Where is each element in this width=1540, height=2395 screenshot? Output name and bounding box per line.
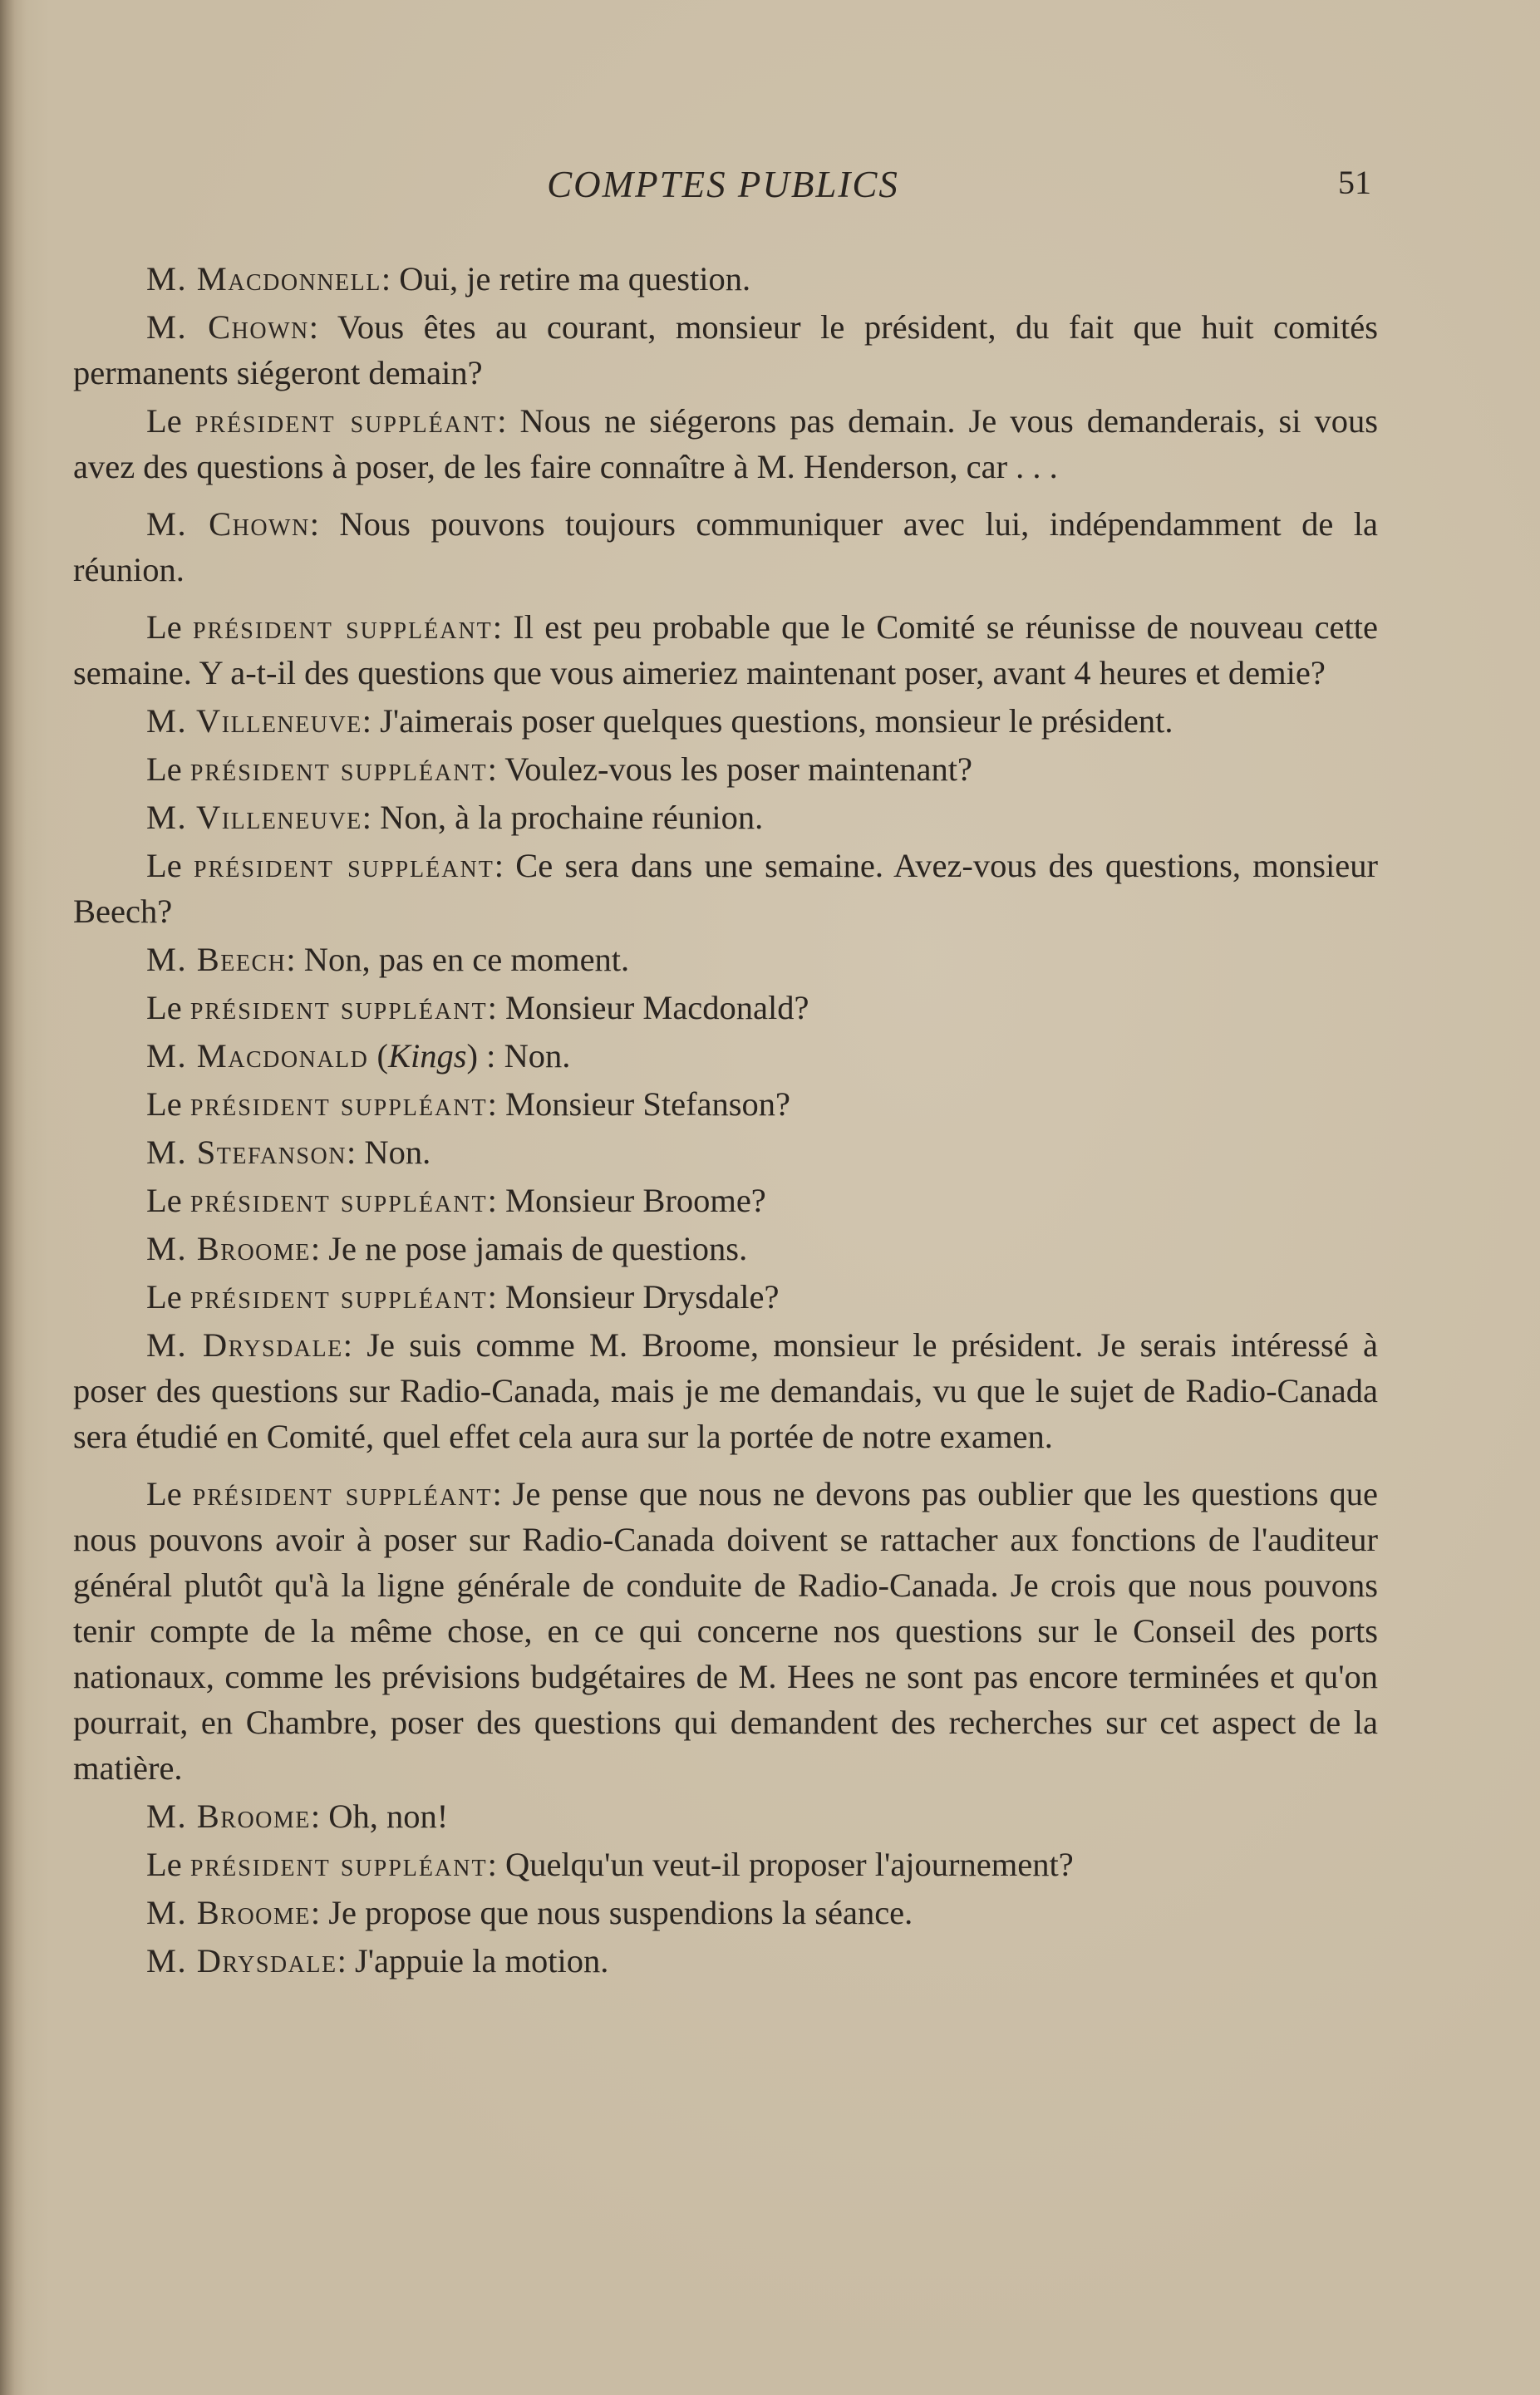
speaker-separator: : [362,799,381,836]
dialogue-paragraph [73,1226,1378,1271]
dialogue-paragraph [73,698,1378,744]
dialogue-text: Je suis comme M. Broome, monsieur le président. Je serais intéressé à poser des questions sur Radio-Canada, mais je me demandais, vu que le sujet de Radio-Canada sera étudié en Comité, quel effet cela aura sur la portée de notre examen. [73,1326,1378,1455]
dialogue-text: Monsieur Macdonald? [504,989,809,1026]
speaker-name [146,799,362,836]
speaker-name [146,505,310,543]
dialogue-text: Non, pas en ce moment. [303,941,630,978]
speaker-separator: : [342,1326,367,1364]
speaker-separator: : [487,989,505,1026]
speaker-prefix: Le [146,750,190,788]
dialogue-paragraph [73,1081,1378,1127]
speaker-prefix: Le [146,1846,190,1883]
speaker-name [146,847,494,884]
speaker-separator: : [310,1894,329,1931]
speaker-prefix: Le [146,847,194,884]
dialogue-paragraph: M. Macdonald (Kings) : Non. [146,1037,571,1075]
speaker-name [146,1085,488,1123]
dialogue-text: J'aimerais poser quelques questions, monsieur le président. [380,702,1173,740]
speaker-title: M. Broome [146,1797,311,1835]
speaker-name [146,1230,311,1267]
speaker-title: président suppléant [192,1475,493,1512]
speaker-name [146,1894,311,1931]
dialogue-paragraph [73,794,1378,840]
speaker-name [146,308,309,346]
speaker-title: président suppléant [189,750,488,788]
speaker-separator: : [487,1846,505,1883]
speaker-prefix: Le [146,608,193,646]
dialogue-text: J'appuie la motion. [354,1942,609,1979]
speaker-name [146,941,286,978]
speaker-title: M. Macdonald [146,1037,369,1075]
speaker-name [146,608,493,646]
dialogue-paragraph [73,256,1378,302]
speaker-name [146,750,488,788]
speaker-name [146,1942,337,1979]
speaker-separator: : [362,702,381,740]
dialogue-text: Oh, non! [328,1797,449,1835]
speaker-name [146,1797,311,1835]
dialogue-text: Je propose que nous suspendions la séance. [328,1894,913,1931]
speaker-separator: : [346,1134,365,1171]
dialogue-paragraph [73,985,1378,1030]
speaker-title: président suppléant [194,402,498,440]
speaker-name [146,1182,488,1219]
dialogue-paragraph [73,1471,1378,1791]
speaker-title: M. Stefanson [146,1134,347,1171]
dialogue-paragraph [73,746,1378,792]
dialogue-paragraph [73,1178,1378,1223]
speaker-separator: : [492,608,514,646]
running-head [75,163,1371,213]
dialogue-text: Nous ne siégerons pas demain. Je vous demanderais, si vous avez des questions à poser, de les faire connaître à M. Henderson, car . . . [73,402,1378,485]
speaker-prefix: Le [146,1278,190,1316]
dialogue-paragraph [73,501,1378,593]
dialogue-paragraph [73,1129,1378,1175]
running-title: COMPTES PUBLICS [547,164,899,205]
dialogue-text: Quelqu'un veut-il proposer l'ajournement? [504,1846,1074,1883]
speaker-prefix: Le [146,1475,193,1512]
speaker-title: président suppléant [192,608,493,646]
speaker-title: président suppléant [189,989,488,1026]
speaker-separator: : [310,1230,329,1267]
speaker-separator: : [487,1278,505,1316]
speaker-name [146,1037,368,1075]
dialogue-text: Je ne pose jamais de questions. [328,1230,748,1267]
speaker-title: président suppléant [189,1278,488,1316]
speaker-title: M. Drysdale [146,1942,337,1979]
speaker-separator: : [487,750,505,788]
speaker-name [146,260,381,298]
speaker-name [146,1134,347,1171]
dialogue-text: Non, à la prochaine réunion. [380,799,764,836]
speaker-title: président suppléant [189,1182,488,1219]
speaker-name [146,1475,492,1512]
dialogue-text: Ce sera dans une semaine. Avez-vous des questions, monsieur Beech? [73,847,1378,930]
dialogue-paragraph [73,1274,1378,1320]
speaker-name [146,402,497,440]
dialogue-text: Monsieur Broome? [504,1182,766,1219]
dialogue-paragraph [73,1842,1378,1887]
speaker-name [146,989,488,1026]
speaker-separator: : [487,1182,505,1219]
dialogue-text: Non. [504,1037,571,1075]
speaker-title: M. Villeneuve [146,702,362,740]
dialogue-paragraph [73,398,1378,489]
speaker-title: M. Beech [146,941,287,978]
speaker-title: M. Chown [146,308,309,346]
speaker-title: président suppléant [193,847,494,884]
speaker-prefix: Le [146,989,190,1026]
speaker-separator: : [310,1797,329,1835]
speaker-title: M. Chown [146,505,310,543]
speaker-name [146,702,362,740]
dialogue-text: Vous êtes au courant, monsieur le président, du fait que huit comités permanents siégeront demain? [73,308,1378,391]
speaker-separator: : [286,941,304,978]
speaker-separator: : [381,260,400,298]
dialogue-paragraph [73,1938,1378,1984]
dialogue-paragraph [73,304,1378,396]
speaker-separator: : [487,1085,505,1123]
dialogue-paragraph [73,1890,1378,1935]
speaker-title: M. Drysdale [146,1326,343,1364]
dialogue-text: Oui, je retire ma question. [399,260,751,298]
dialogue-paragraph [73,843,1378,934]
dialogue-paragraph [73,1793,1378,1839]
speaker-title: M. Villeneuve [146,799,362,836]
speaker-title: M. Macdonnell [146,260,381,298]
speaker-prefix: Le [146,402,195,440]
speaker-title: président suppléant [189,1085,488,1123]
dialogue-paragraph [73,1322,1378,1459]
speaker-name [146,1326,343,1364]
riding-name: Kings [388,1037,467,1075]
dialogue-text: Je pense que nous ne devons pas oublier que les questions que nous pouvons avoir à poser sur Radio-Canada doivent se rattacher aux fonctions de l'auditeur général plutôt qu'à la ligne générale de conduite de Radio-Canada. Je crois que nous pouvons tenir compte de la même chose, en ce qui concerne nos questions sur le Conseil des ports nationaux, comme les prévisions budgétaires de M. Hees ne sont pas encore terminées et qu'on pourrait, en Chambre, poser des questions qui demandent des recherches sur cet aspect de la matière. [73,1475,1378,1787]
speaker-name [146,1278,488,1316]
page-number: 51 [1338,164,1371,201]
speaker-name [146,1846,488,1883]
speaker-separator: : [486,1037,504,1075]
speaker-separator: : [309,505,340,543]
speaker-separator: : [494,847,516,884]
speaker-separator: : [492,1475,513,1512]
dialogue-text: Non. [364,1134,431,1171]
speaker-prefix: Le [146,1085,190,1123]
speaker-title: M. Broome [146,1230,311,1267]
speaker-separator: : [308,308,337,346]
dialogue-paragraph [73,604,1378,696]
speaker-prefix: Le [146,1182,190,1219]
dialogue-text: Monsieur Drysdale? [504,1278,780,1316]
dialogue-text: Il est peu probable que le Comité se réunisse de nouveau cette semaine. Y a-t-il des questions que vous aimeriez maintenant poser, avant 4 heures et demie? [73,608,1378,691]
speaker-title: président suppléant [189,1846,488,1883]
dialogue-text: Voulez-vous les poser maintenant? [504,750,972,788]
dialogue-paragraph [73,937,1378,982]
dialogue-text: Monsieur Stefanson? [504,1085,791,1123]
dialogue-text: Nous pouvons toujours communiquer avec lui, indépendamment de la réunion. [73,505,1378,588]
speaker-separator: : [337,1942,355,1979]
speaker-separator: : [497,402,520,440]
transcript-body [73,256,1378,1986]
speaker-title: M. Broome [146,1894,311,1931]
